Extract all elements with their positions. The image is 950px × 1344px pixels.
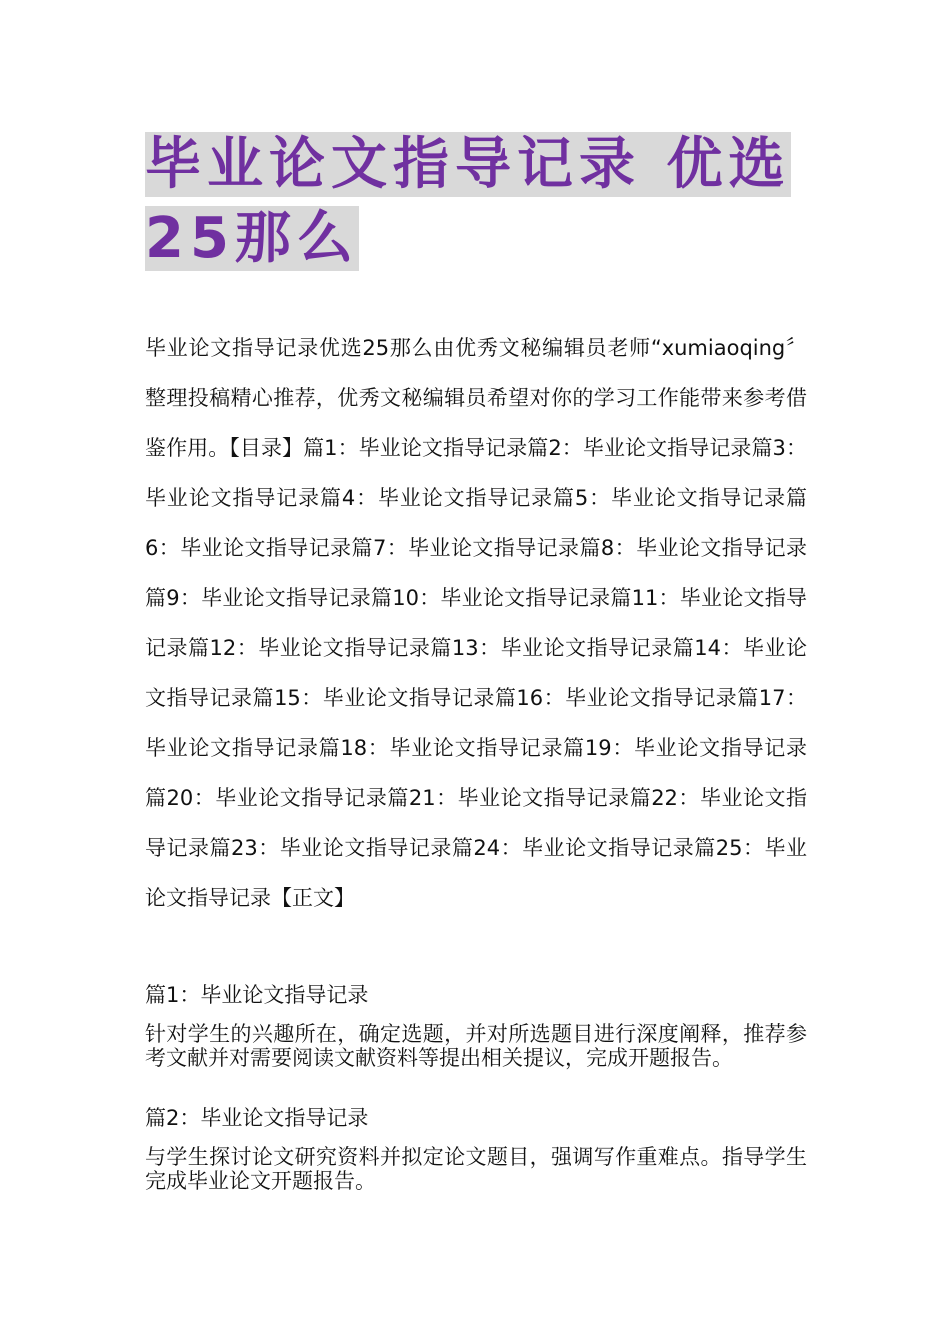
section-body: 与学生探讨论文研究资料并拟定论文题目，强调写作重难点。指导学生完成毕业论文开题报告。 [145,1145,807,1193]
document-title-text: 毕业论文指导记录 优选25那么 [145,132,791,271]
section-heading: 篇1：毕业论文指导记录 [145,983,369,1007]
section-body: 针对学生的兴趣所在，确定选题，并对所选题目进行深度阐释，推荐参考文献并对需要阅读文献资料等提出相关提议，完成开题报告。 [145,1022,807,1070]
intro-paragraph: 毕业论文指导记录优选25那么由优秀文秘编辑员老师“xumiaoqing〞整理投稿精心推荐，优秀文秘编辑员希望对你的学习工作能带来参考借鉴作用。【目录】篇1：毕业论文指导记录篇2：毕业论文指导记录篇3：毕业论文指导记录篇4：毕业论文指导记录篇5：毕业论文指导记录篇6：毕业论文指导记录篇7：毕业论文指导记录篇8：毕业论文指导记录篇9：毕业论文指导记录篇10：毕业论文指导记录篇11：毕业论文指导记录篇12：毕业论文指导记录篇13：毕业论文指导记录篇14：毕业论文指导记录篇15：毕业论文指导记录篇16：毕业论文指导记录篇17：毕业论文指导记录篇18：毕业论文指导记录篇19：毕业论文指导记录篇20：毕业论文指导记录篇21：毕业论文指导记录篇22：毕业论文指导记录篇23：毕业论文指导记录篇24：毕业论文指导记录篇25：毕业论文指导记录【正文】 [145,336,807,910]
section-1 [145,980,807,1070]
document-title [145,128,807,276]
section-2 [145,1103,807,1193]
section-heading: 篇2：毕业论文指导记录 [145,1106,369,1130]
